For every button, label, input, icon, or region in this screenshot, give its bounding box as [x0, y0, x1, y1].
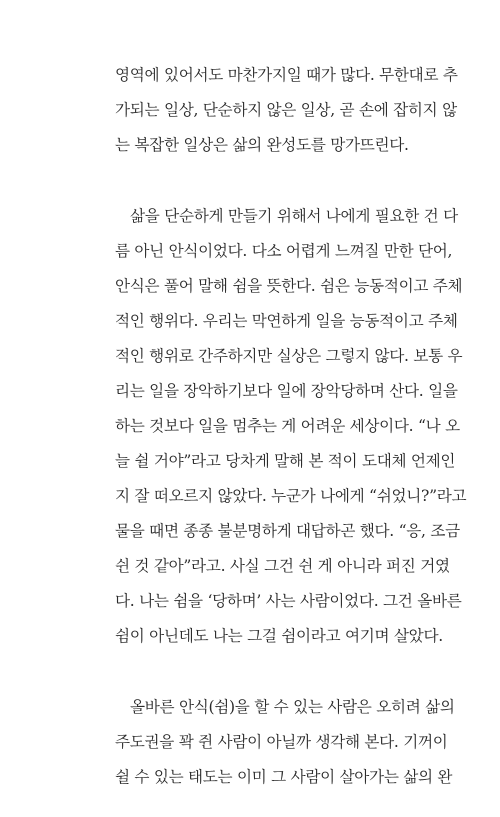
text-line: 적인 행위로 간주하지만 실상은 그렇지 않다. 보통 우 — [115, 347, 463, 365]
text-line: 쉼이 아닌데도 나는 그걸 쉼이라고 여기며 살았다. — [115, 627, 443, 645]
text-line: 다. 나는 쉼을 ‘당하며’ 사는 사람이었다. 그건 올바른 — [115, 592, 462, 610]
text-line: 물을 때면 종종 불분명하게 대답하곤 했다. “응, 조금 — [115, 522, 460, 540]
text-line: 가되는 일상, 단순하지 않은 일상, 곧 손에 잡히지 않 — [115, 101, 457, 119]
text-line: 적인 행위다. 우리는 막연하게 일을 능동적이고 주체 — [115, 312, 458, 330]
text-line: 지 잘 떠오르지 않았다. 누군가 나에게 “쉬었니?”라고 — [115, 487, 467, 505]
text-line: 삶을 단순하게 만들기 위해서 나에게 필요한 건 다 — [130, 207, 458, 225]
text-line: 는 복잡한 일상은 삶의 완성도를 망가뜨린다. — [115, 136, 409, 154]
text-line: 영역에 있어서도 마찬가지일 때가 많다. 무한대로 추 — [115, 66, 458, 84]
text-line: 쉴 수 있는 태도는 이미 그 사람이 살아가는 삶의 완 — [115, 768, 453, 786]
text-line: 늘 쉴 거야”라고 당차게 말해 본 적이 도대체 언제인 — [115, 452, 456, 470]
text-line: 주도권을 꽉 쥔 사람이 아닐까 생각해 본다. 기꺼이 — [115, 733, 448, 751]
text-line: 리는 일을 장악하기보다 일에 장악당하며 산다. 일을 — [115, 382, 458, 400]
text-line: 쉰 것 같아”라고. 사실 그건 쉰 게 아니라 퍼진 거였 — [115, 557, 450, 575]
text-line: 름 아닌 안식이었다. 다소 어렵게 느껴질 만한 단어, — [115, 242, 453, 260]
text-line: 올바른 안식(쉼)을 할 수 있는 사람은 오히려 삶의 — [130, 698, 455, 716]
text-line: 안식은 풀어 말해 쉼을 뜻한다. 쉼은 능동적이고 주체 — [115, 277, 463, 295]
text-line: 하는 것보다 일을 멈추는 게 어려운 세상이다. “나 오 — [115, 417, 460, 435]
